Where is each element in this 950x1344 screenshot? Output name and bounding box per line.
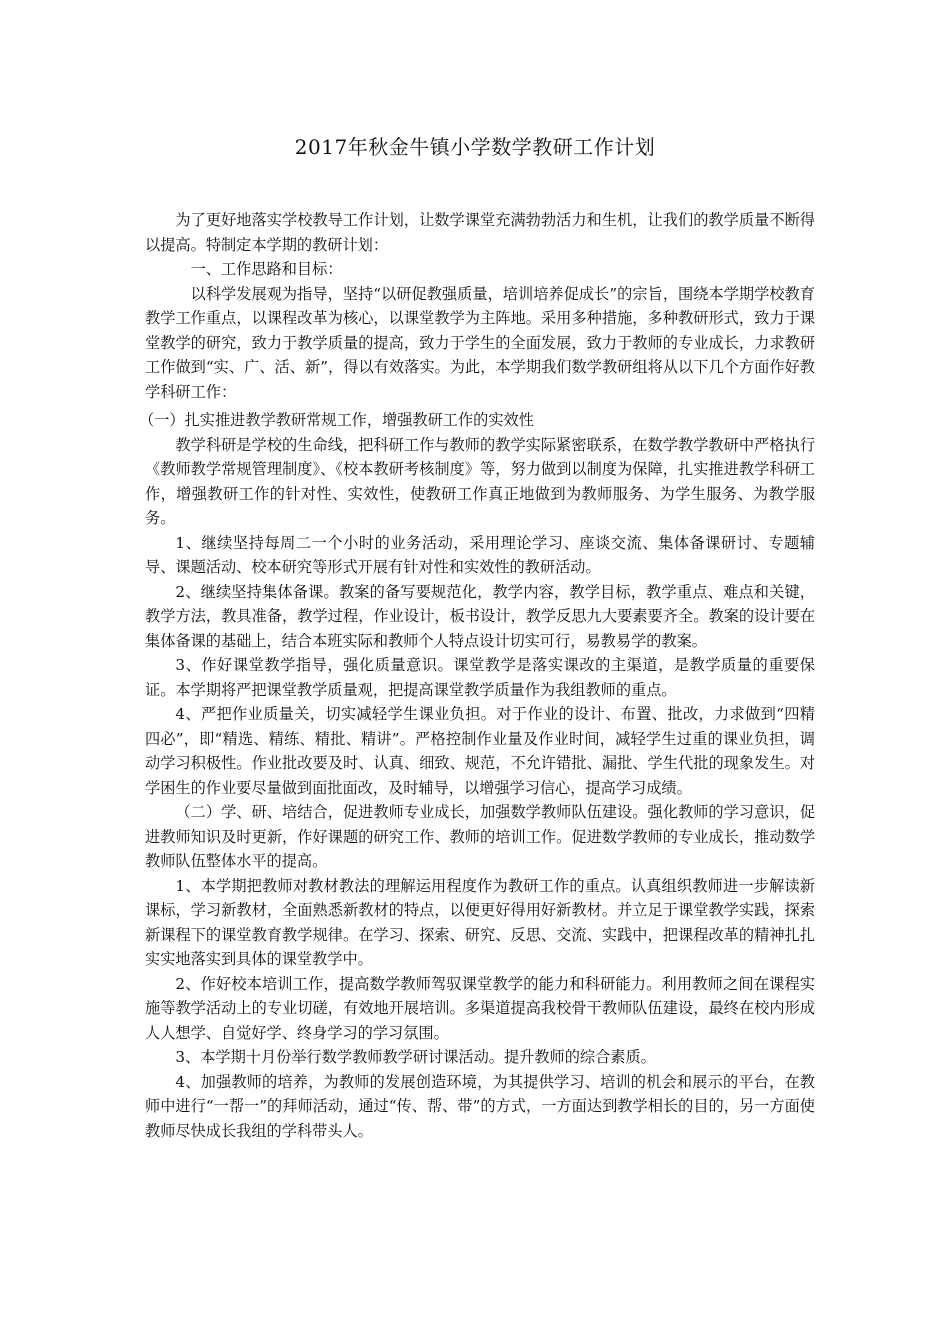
document-body: [139, 208, 815, 1143]
section-heading-1: 一、工作思路和目标：: [190, 260, 343, 278]
list-item-textbook-methods: 1、本学期把教师对教材教法的理解运用程度作为教研工作的重点。认真组织教师进一步解读新课标，学习新教材，全面熟悉新教材的特点，以便更好得用好新教材。并立足于课堂教学实践，探索新课程下的课堂教育教学规律。在学习、探索、研究、反思、交流、实践中，把课程改革的精神扎扎实实地落实到具体的课堂教学中。: [145, 876, 815, 968]
paragraph-research-lifeline: 教学科研是学校的生命线，把科研工作与教师的教学实际紧密联系，在数学教学教研中严格执行《教师教学常规管理制度》、《校本教研考核制度》等，努力做到以制度为保障，扎实推进教学科研工作，增强教研工作的针对性、实效性，使教研工作真正地做到为教师服务、为学生服务、为教学服务。: [145, 435, 815, 527]
list-item-collective-lesson-prep: 2、继续坚持集体备课。教案的备写要规范化，教学内容，教学目标，教学重点、难点和关键，教学方法，教具准备，教学过程，作业设计，板书设计，教学反思九大要素要齐全。教案的设计要在集体备课的基础上，结合本班实际和教师个人特点设计切实可行，易教易学的教案。: [145, 582, 815, 650]
list-item-october-seminar: 3、本学期十月份举行数学教师教学研讨课活动。提升教师的综合素质。: [175, 1048, 656, 1066]
list-item-school-training: 2、作好校本培训工作，提高数学教师驾驭课堂教学的能力和科研能力。利用教师之间在课程实施等教学活动上的专业切磋，有效地开展培训。多渠道提高我校骨干教师队伍建设，最终在校内形成人人想学、自觉好学、终身学习的学习氛围。: [145, 974, 815, 1042]
intro-paragraph: 为了更好地落实学校教导工作计划，让数学课堂充满勃勃活力和生机，让我们的教学质量不断得以提高。特制定本学期的教研计划：: [145, 211, 815, 254]
list-item-teacher-cultivation: 4、加强教师的培养，为教师的发展创造环境，为其提供学习、培训的机会和展示的平台，在教师中进行“一帮一”的拜师活动，通过“传、帮、带”的方式，一方面达到教学相长的目的，另一方面使教师尽快成长我组的学科带头人。: [145, 1072, 815, 1140]
list-item-weekly-activity: 1、继续坚持每周二一个小时的业务活动，采用理论学习、座谈交流、集体备课研讨、专题辅导、课题活动、校本研究等形式开展有针对性和实效性的教研活动。: [145, 533, 815, 576]
document-title: 2017年秋金牛镇小学数学教研工作计划: [294, 135, 656, 159]
list-item-homework-quality: 4、严把作业质量关，切实减轻学生课业负担。对于作业的设计、布置、批改，力求做到“四精四必”，即“精选、精练、精批、精讲”。严格控制作业量及作业时间，减轻学生过重的课业负担，调动学习积极性。作业批改要及时、认真、细致、规范，不允许错批、漏批、学生代批的现象发生。对学困生的作业要尽量做到面批面改，及时辅导，以增强学习信心，提高学习成绩。: [145, 705, 815, 797]
paragraph-guiding-idea: 以科学发展观为指导，坚持“以研促教强质量，培训培养促成长”的宗旨，围绕本学期学校教育教学工作重点，以课程改革为核心，以课堂教学为主阵地。采用多种措施，多种教研形式，致力于课堂教学的研究，致力于教学质量的提高，致力于学生的全面发展，致力于教师的专业成长，力求教研工作做到“实、广、活、新”，得以有效落实。为此，本学期我们数学教研组将从以下几个方面作好教学科研工作：: [145, 284, 815, 401]
list-item-classroom-guidance: 3、作好课堂教学指导，强化质量意识。课堂教学是落实课改的主渠道，是教学质量的重要保证。本学期将严把课堂教学质量观，把提高课堂教学质量作为我组教师的重点。: [145, 656, 815, 699]
section-heading-routine-work: （一）扎实推进教学教研常规工作，增强教研工作的实效性: [139, 411, 534, 429]
section-heading-teacher-growth: （二）学、研、培结合，促进教师专业成长，加强数学教师队伍建设。强化教师的学习意识，促进教师知识及时更新，作好课题的研究工作、教师的培训工作。促进数学教师的专业成长，推动数学教师队伍整体水平的提高。: [145, 803, 815, 870]
